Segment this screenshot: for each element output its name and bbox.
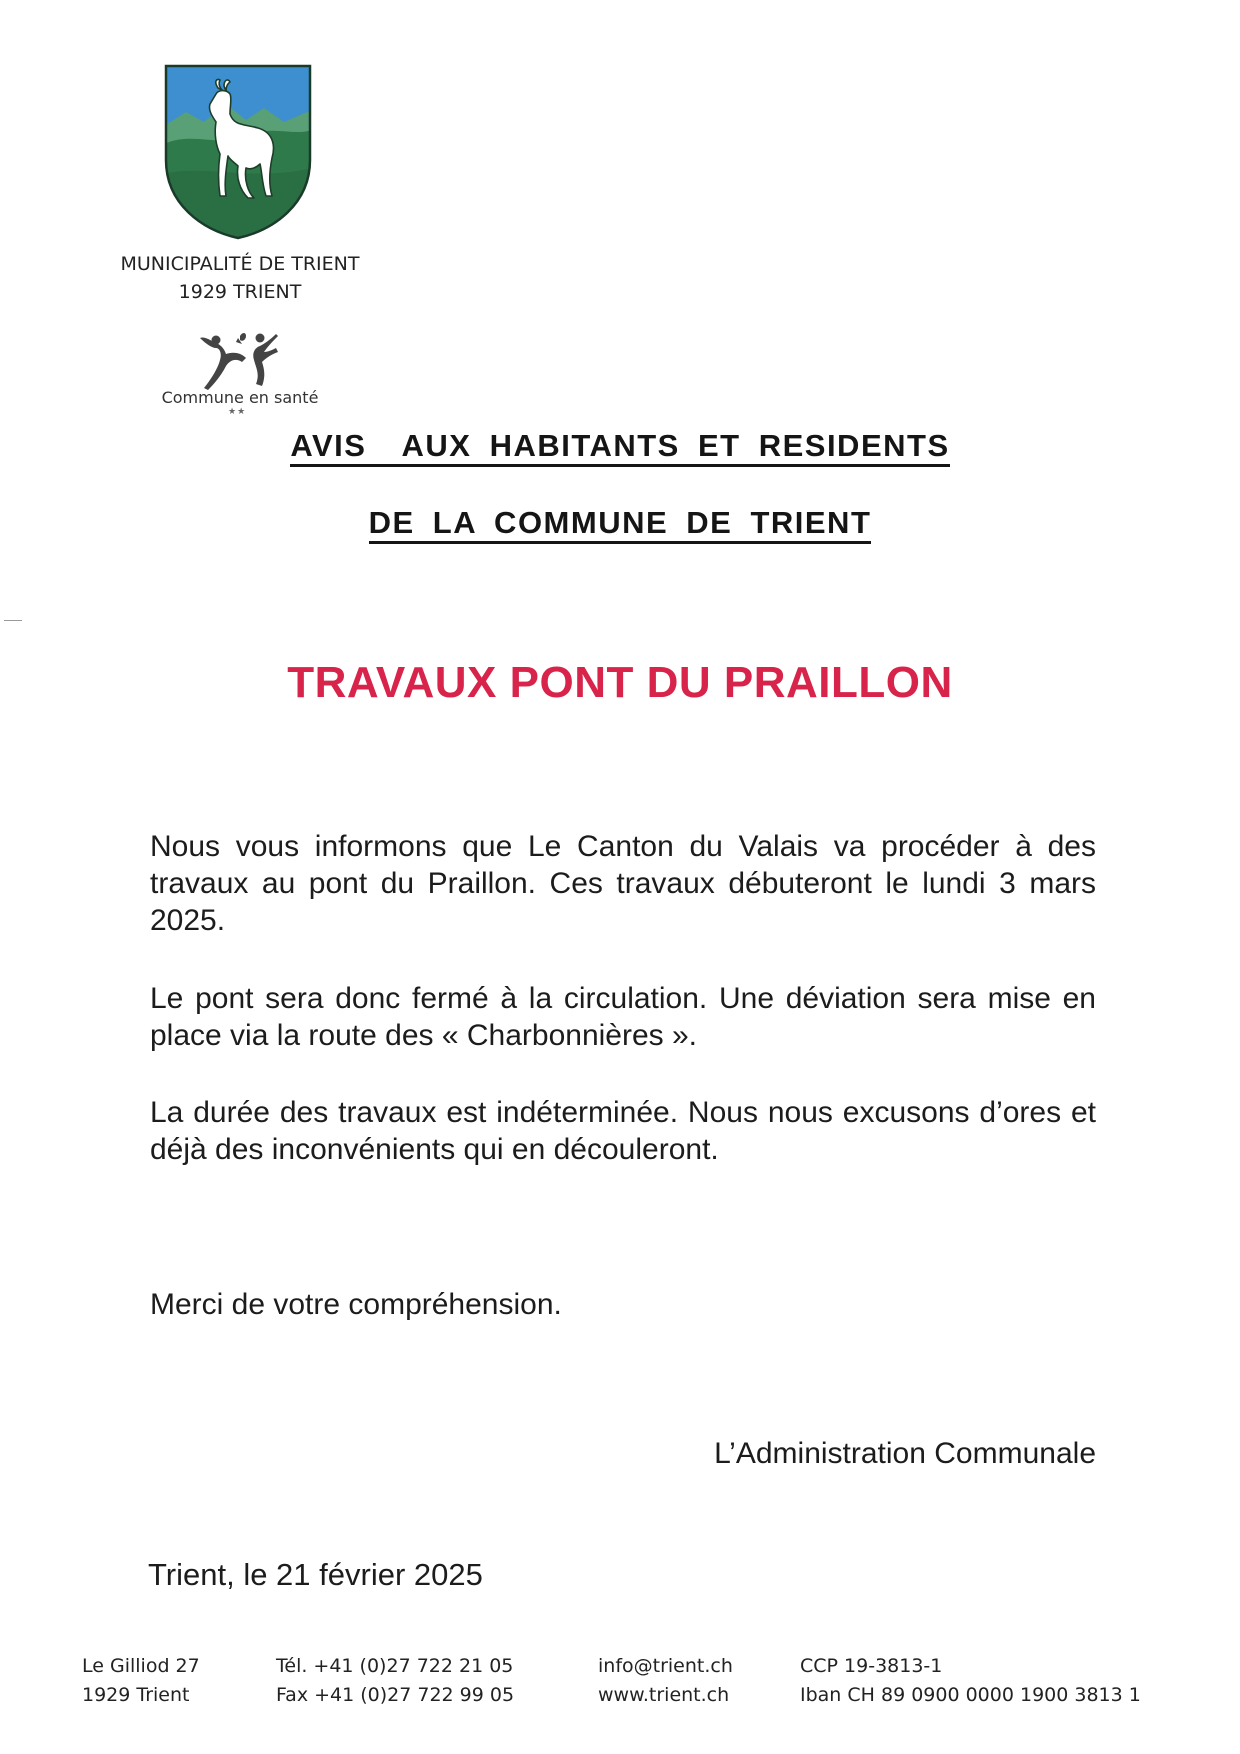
commune-en-sante-logo-icon: [196, 330, 280, 392]
footer-phone-fax: [276, 1652, 514, 1710]
municipality-postcode: 1929 TRIENT: [178, 281, 302, 303]
footer-website: www.trient.ch: [598, 1684, 730, 1706]
health-logo-label: Commune en santé: [161, 388, 319, 407]
notice-heading-line-2: [0, 505, 1240, 541]
health-logo-stars: ★★: [228, 406, 247, 416]
footer-fax: Fax +41 (0)27 722 99 05: [276, 1684, 515, 1706]
footer-banking: [800, 1652, 1141, 1710]
margin-mark: [4, 620, 22, 621]
municipality-name: MUNICIPALITÉ DE TRIENT: [120, 253, 360, 275]
footer-address: [82, 1652, 200, 1710]
date-line: Trient, le 21 février 2025: [148, 1557, 483, 1592]
paragraph-3: La durée des travaux est indéterminée. Nous nous excusons d’ores et déjà des inconvénients qui en découleront.: [150, 1096, 1096, 1166]
footer-address-line-1: Le Gilliod 27: [82, 1655, 200, 1677]
notice-title: TRAVAUX PONT DU PRAILLON: [287, 658, 953, 707]
footer-phone: Tél. +41 (0)27 722 21 05: [276, 1655, 514, 1677]
footer-address-line-2: 1929 Trient: [82, 1684, 190, 1706]
chamois-crest-icon: [164, 64, 312, 240]
closing-line: Merci de votre compréhension.: [150, 1288, 562, 1321]
paragraph-1: Nous vous informons que Le Canton du Valais va procéder à des travaux au pont du Praillon. Ces travaux débuteront le lundi 3 mars 2025.: [150, 830, 1096, 937]
paragraph-2: Le pont sera donc fermé à la circulation. Une déviation sera mise en place via la route des « Charbonnières ».: [150, 982, 1096, 1052]
notice-heading-line-1-text: AVIS AUX HABITANTS ET RESIDENTS: [290, 428, 949, 467]
footer-email: info@trient.ch: [598, 1655, 733, 1677]
notice-heading-line-2-text: DE LA COMMUNE DE TRIENT: [369, 505, 872, 544]
footer-iban: Iban CH 89 0900 0000 1900 3813 1: [800, 1684, 1141, 1706]
signature: L’Administration Communale: [714, 1437, 1096, 1470]
notice-heading-line-1: [0, 428, 1240, 464]
footer-contact: [598, 1652, 733, 1710]
footer-ccp: CCP 19-3813-1: [800, 1655, 943, 1677]
